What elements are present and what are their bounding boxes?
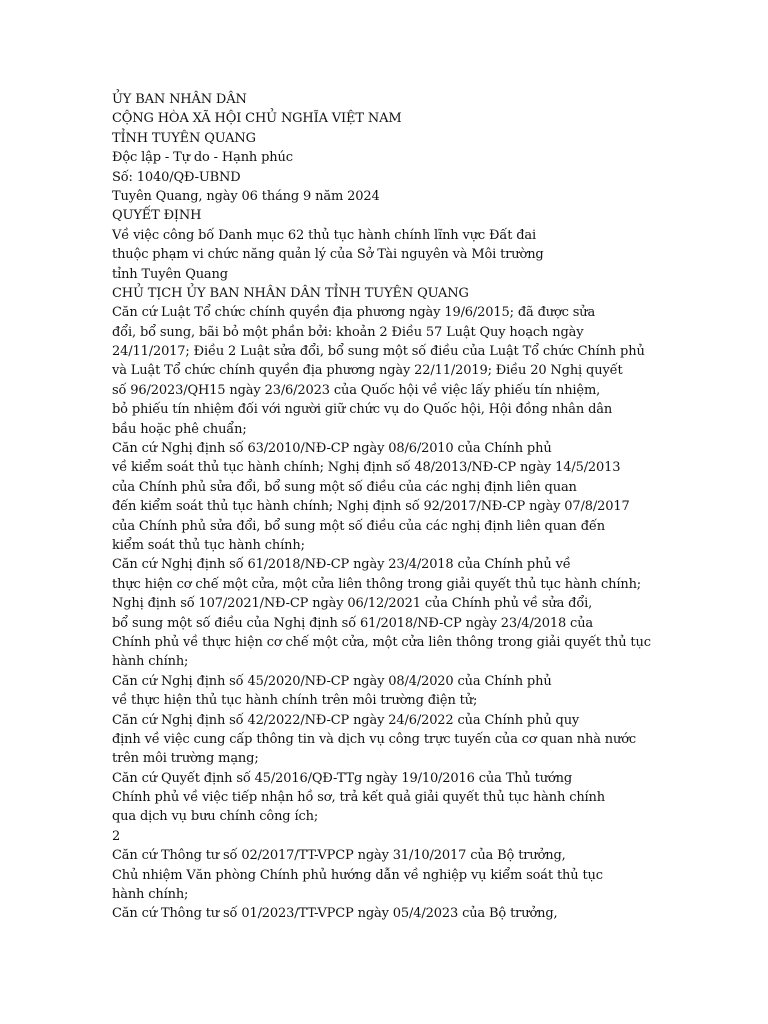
body-line: Căn cứ Nghị định số 63/2010/NĐ-CP ngày 08/6/2010 của Chính phủ bbox=[112, 441, 552, 457]
body-line: 24/11/2017; Điều 2 Luật sửa đổi, bổ sung một số điều của Luật Tổ chức Chính phủ bbox=[112, 344, 645, 360]
body-line: Căn cứ Nghị định số 45/2020/NĐ-CP ngày 08/4/2020 của Chính phủ bbox=[112, 673, 552, 689]
body-line: bỏ phiếu tín nhiệm đối với người giữ chức vụ do Quốc hội, Hội đồng nhân dân bbox=[112, 402, 613, 418]
province-name: TỈNH TUYÊN QUANG bbox=[112, 130, 256, 146]
body-line: định về việc cung cấp thông tin và dịch vụ công trực tuyến của cơ quan nhà nước bbox=[112, 731, 637, 747]
body-line: qua dịch vụ bưu chính công ích; bbox=[112, 809, 319, 825]
page-number: 2 bbox=[112, 828, 121, 844]
body-line: Nghị định số 107/2021/NĐ-CP ngày 06/12/2021 của Chính phủ về sửa đổi, bbox=[112, 596, 593, 612]
body-line: bổ sung một số điều của Nghị định số 61/2018/NĐ-CP ngày 23/4/2018 của bbox=[112, 615, 594, 631]
body-line: Căn cứ Quyết định số 45/2016/QĐ-TTg ngày 19/10/2016 của Thủ tướng bbox=[112, 770, 573, 786]
body-line: và Luật Tổ chức chính quyền địa phương ngày 22/11/2019; Điều 20 Nghị quyết bbox=[112, 363, 623, 379]
body-line: Căn cứ Nghị định số 61/2018/NĐ-CP ngày 23/4/2018 của Chính phủ về bbox=[112, 557, 571, 573]
body-line: Căn cứ Thông tư số 01/2023/TT-VPCP ngày 05/4/2023 của Bộ trưởng, bbox=[112, 906, 558, 922]
body-line: kiểm soát thủ tục hành chính; bbox=[112, 537, 305, 553]
body-line: hành chính; bbox=[112, 887, 189, 903]
body-line: Chính phủ về việc tiếp nhận hồ sơ, trả kết quả giải quyết thủ tục hành chính bbox=[112, 790, 606, 806]
body-line: trên môi trường mạng; bbox=[112, 751, 259, 767]
national-name: CỘNG HÒA XÃ HỘI CHỦ NGHĨA VIỆT NAM bbox=[112, 111, 402, 127]
body-line: số 96/2023/QH15 ngày 23/6/2023 của Quốc hội về việc lấy phiếu tín nhiệm, bbox=[112, 382, 601, 398]
body-line: Căn cứ Thông tư số 02/2017/TT-VPCP ngày 31/10/2017 của Bộ trưởng, bbox=[112, 848, 566, 864]
document-type: QUYẾT ĐỊNH bbox=[112, 208, 202, 224]
document-subject: tỉnh Tuyên Quang bbox=[112, 266, 228, 282]
body-line: Chính phủ về thực hiện cơ chế một cửa, một cửa liên thông trong giải quyết thủ tục bbox=[112, 634, 651, 650]
body-line: thực hiện cơ chế một cửa, một cửa liên thông trong giải quyết thủ tục hành chính; bbox=[112, 576, 642, 592]
body-line: về thực hiện thủ tục hành chính trên môi trường điện tử; bbox=[112, 693, 478, 709]
body-line: của Chính phủ sửa đổi, bổ sung một số điều của các nghị định liên quan bbox=[112, 479, 577, 495]
agency-name: ỦY BAN NHÂN DÂN bbox=[112, 92, 247, 107]
document-page bbox=[112, 90, 742, 924]
body-line: của Chính phủ sửa đổi, bổ sung một số điều của các nghị định liên quan đến bbox=[112, 518, 605, 534]
document-subject: thuộc phạm vi chức năng quản lý của Sở Tài nguyên và Môi trường bbox=[112, 247, 544, 263]
document-number: Số: 1040/QĐ-UBND bbox=[112, 169, 241, 185]
document-subject: Về việc công bố Danh mục 62 thủ tục hành chính lĩnh vực Đất đai bbox=[112, 227, 537, 243]
body-line: hành chính; bbox=[112, 654, 189, 670]
body-line: Chủ nhiệm Văn phòng Chính phủ hướng dẫn về nghiệp vụ kiểm soát thủ tục bbox=[112, 867, 603, 883]
body-line: Căn cứ Luật Tổ chức chính quyền địa phương ngày 19/6/2015; đã được sửa bbox=[112, 305, 596, 321]
body-line: bầu hoặc phê chuẩn; bbox=[112, 421, 247, 437]
body-line: Căn cứ Nghị định số 42/2022/NĐ-CP ngày 24/6/2022 của Chính phủ quy bbox=[112, 712, 580, 728]
national-motto: Độc lập - Tự do - Hạnh phúc bbox=[112, 150, 293, 166]
body-line: đến kiểm soát thủ tục hành chính; Nghị định số 92/2017/NĐ-CP ngày 07/8/2017 bbox=[112, 499, 630, 515]
document-date: Tuyên Quang, ngày 06 tháng 9 năm 2024 bbox=[112, 188, 380, 204]
issuing-authority: CHỦ TỊCH ỦY BAN NHÂN DÂN TỈNH TUYÊN QUANG bbox=[112, 285, 469, 301]
body-line: đổi, bổ sung, bãi bỏ một phần bởi: khoản 2 Điều 57 Luật Quy hoạch ngày bbox=[112, 324, 584, 340]
body-line: về kiểm soát thủ tục hành chính; Nghị định số 48/2013/NĐ-CP ngày 14/5/2013 bbox=[112, 460, 621, 476]
